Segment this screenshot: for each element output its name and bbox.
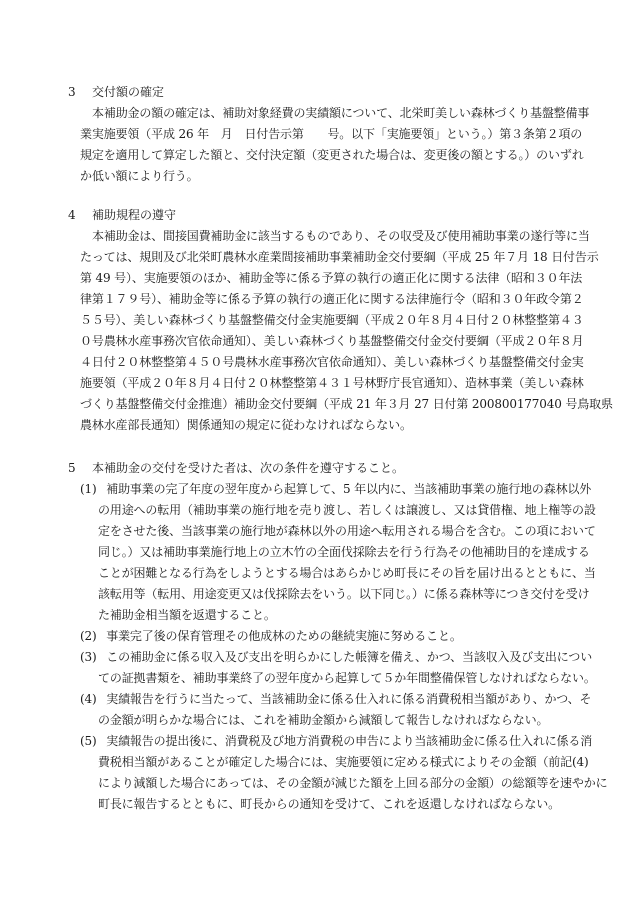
section-number: 4: [68, 208, 76, 222]
section-3-delivery-amount: [68, 82, 590, 187]
section-5-conditions: [68, 458, 608, 815]
item-line: た補助金相当額を返還すること。: [98, 608, 276, 622]
item-line: [68, 479, 592, 500]
body-line: ５５号）、美しい森林づくり基盤整備交付金実施要綱（平成２０年８月４日付２０林整整第４３: [80, 313, 584, 327]
item-line: [68, 647, 593, 668]
item-text: 実績報告を行うに当たって、当該補助金に係る仕入れに係る消費税相当額があり、かつ、そ: [106, 692, 592, 706]
body-line: 本補助金の額の確定は、補助対象経費の実績額について、北栄町美しい森林づくり基盤整備事: [92, 106, 590, 120]
item-line: の金額が明らかな場合には、これを補助金額から減額して報告しなければならない。: [98, 713, 549, 727]
section-heading: [68, 458, 562, 479]
item-label: (4): [80, 692, 97, 706]
item-label: (3): [80, 650, 97, 664]
item-text: この補助金に係る収入及び支出を明らかにした帳簿を備え、かつ、当該収入及び支出につい: [106, 650, 593, 664]
body-line: か低い額により行う。: [80, 169, 199, 183]
item-line: [68, 626, 562, 647]
item-line: 定をさせた後、当該事業の施行地が森林以外の用途へ転用される場合を含む。この項において: [98, 524, 596, 538]
body-line: 農林水産部長通知）関係通知の規定に従わなければならない。: [80, 418, 412, 432]
condition-item-1: [68, 479, 596, 626]
body-line: づくり基盤整備交付金推進）補助金交付要綱（平成 21 年３月 27 日付第 200800177040 号鳥取県: [80, 397, 613, 411]
body-line: たっては、規則及び北栄町農林水産業間接補助事業補助金交付要綱（平成 25 年７月 18 日付告示: [80, 250, 599, 264]
item-line: により減額した場合にあっては、その金額が減じた額を上回る部分の金額）の総額等を速やかに: [98, 776, 608, 790]
section-4-compliance: [68, 205, 613, 436]
item-line: の用途への転用（補助事業の施行地を売り渡し、若しくは譲渡し、又は貸借権、地上権等の設: [98, 503, 596, 517]
body-line: 本補助金は、間接国費補助金に該当するものであり、その収受及び使用補助事業の遂行等に当: [92, 229, 590, 243]
item-line: 費税相当額があることが確定した場合には、実施要領に定める様式によりその金額（前記(4): [98, 755, 589, 769]
item-text: 実績報告の提出後に、消費税及び地方消費税の申告により当該補助金に係る仕入れに係る消: [106, 734, 593, 748]
section-title: 本補助金の交付を受けた者は、次の条件を遵守すること。: [92, 461, 405, 475]
body-line: 規定を適用して算定した額と、交付決定額（変更された場合は、変更後の額とする。）のいずれ: [80, 148, 584, 162]
condition-item-2: [68, 626, 562, 647]
body-line: 施要領（平成２０年８月４日付２０林整整第４３１号林野庁長官通知）、造林事業（美しい森林: [80, 376, 584, 390]
section-heading: [68, 82, 562, 103]
condition-item-5: [68, 731, 608, 815]
section-title: 交付額の確定: [92, 85, 165, 99]
body-line: 業実施要領（平成 26 年 月 日付告示第 号。以下「実施要領」という。）第３条第２項の: [80, 127, 583, 141]
item-line: ことが困難となる行為をしようとする場合はあらかじめ町長にその旨を届け出るとともに、当: [98, 566, 596, 580]
condition-item-4: [68, 689, 592, 731]
item-label: (1): [80, 482, 97, 496]
condition-item-3: [68, 647, 596, 689]
item-text: 補助事業の完了年度の翌年度から起算して、5 年以内に、当該補助事業の施行地の森林以外: [106, 482, 592, 496]
item-line: 町長に報告するとともに、町長からの通知を受けて、これを返還しなければならない。: [98, 797, 560, 811]
section-title: 補助規程の遵守: [92, 208, 177, 222]
item-line: 同じ。）又は補助事業施行地上の立木竹の全面伐採除去を行う行為その他補助目的を達成する: [98, 545, 590, 559]
section-heading: [68, 205, 562, 226]
item-line: ての証拠書類を、補助事業終了の翌年度から起算して５か年間整備保管しなければならない。: [98, 671, 596, 685]
body-line: 律第１７９号）、補助金等に係る予算の執行の適正化に関する法律施行令（昭和３０年政令第２: [80, 292, 584, 306]
item-label: (5): [80, 734, 97, 748]
section-number: 5: [68, 461, 76, 475]
body-line: 第 49 号）、実施要領のほか、補助金等に係る予算の執行の適正化に関する法律（昭和３０年法: [80, 271, 583, 285]
item-line: [68, 731, 593, 752]
item-text: 事業完了後の保育管理その他成林のための継続実施に努めること。: [106, 629, 462, 643]
item-label: (2): [80, 629, 97, 643]
body-line: ４日付２０林整整第４５０号農林水産事務次官依命通知）、美しい森林づくり基盤整備交付金実: [80, 355, 584, 369]
item-line: 該転用等（転用、用途変更又は伐採除去をいう。以下同じ。）に係る森林等につき交付を受け: [98, 587, 590, 601]
section-number: 3: [68, 85, 76, 99]
body-line: ０号農林水産事務次官依命通知）、美しい森林づくり基盤整備交付金交付要綱（平成２０年８月: [80, 334, 584, 348]
item-line: [68, 689, 592, 710]
